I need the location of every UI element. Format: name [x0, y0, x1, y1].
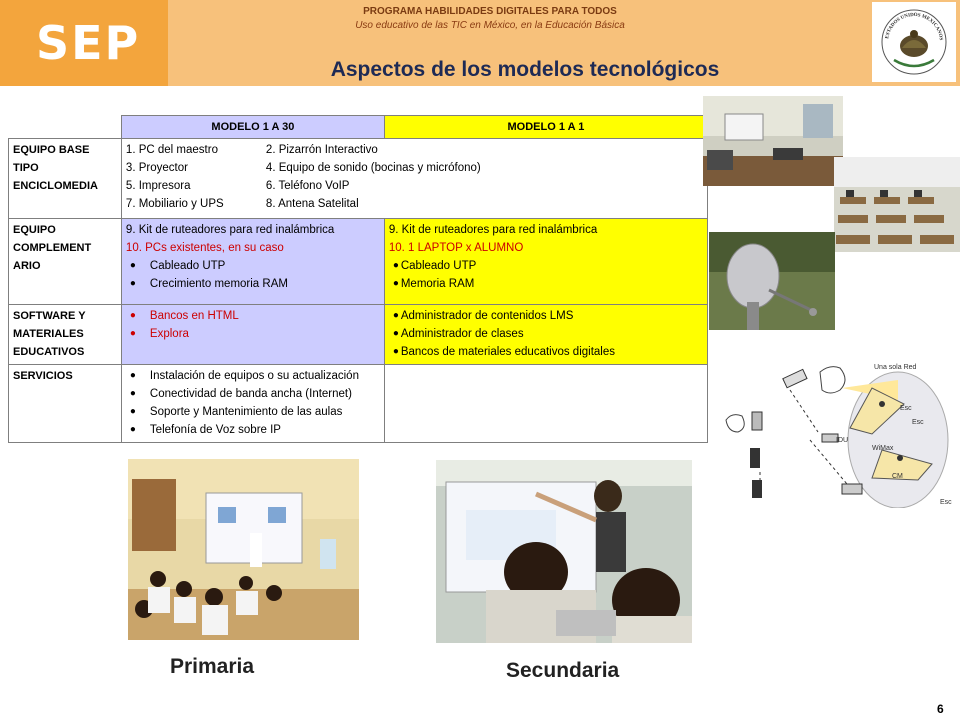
list-item: 10. 1 LAPTOP x ALUMNO [388, 242, 524, 254]
equipo-complementario-1a30 [121, 219, 384, 305]
bullet-icon: ● [392, 346, 399, 357]
page-number: 6 [937, 702, 944, 716]
servicios-empty [384, 365, 707, 443]
equipo-2: 2. Pizarrón Interactivo [265, 144, 378, 156]
list-item-text: Soporte y Mantenimiento de las aulas [149, 406, 343, 418]
list-item [126, 257, 380, 275]
list-item-text: Explora [149, 328, 189, 340]
equipo-4: 4. Equipo de sonido (bocinas y micrófono) [265, 162, 481, 174]
list-item: 10. PCs existentes, en su caso [125, 242, 284, 254]
bullet-icon: ● [129, 260, 136, 271]
list-item-text: Administrador de contenidos LMS [400, 310, 574, 322]
bullet-icon: ● [392, 278, 399, 289]
satellite-antenna-photo [709, 232, 835, 330]
list-item [126, 421, 380, 439]
list-item-text: Bancos de materiales educativos digitales [400, 346, 615, 358]
bullet-icon: ● [129, 424, 136, 435]
list-item-text: Administrador de clases [400, 328, 524, 340]
bullet-icon: ● [129, 328, 136, 339]
equipo-6: 6. Teléfono VoIP [265, 180, 350, 192]
network-label-red: Una sola Red [874, 364, 917, 371]
bullet-icon: ● [392, 310, 399, 321]
row-software [9, 305, 708, 365]
equipo-complementario-1a1 [384, 219, 707, 305]
equipo-base-list [121, 139, 707, 219]
bullet-icon: ● [129, 278, 136, 289]
equipo-8: 8. Antena Satelital [265, 198, 359, 210]
list-item [126, 385, 380, 403]
list-item [126, 367, 380, 385]
bullet-icon: ● [129, 388, 136, 399]
list-item-text: Bancos en HTML [149, 310, 239, 322]
classroom-photo-1 [703, 96, 843, 186]
table-header-row [9, 116, 708, 139]
row-equipo-complementario [9, 219, 708, 305]
classroom-photo-2 [834, 157, 960, 252]
row-label-servicios: SERVICIOS [9, 365, 122, 443]
list-item-text: Memoria RAM [400, 278, 475, 290]
row-equipo-base [9, 139, 708, 219]
models-table [8, 115, 708, 443]
table-corner [9, 116, 122, 139]
list-item-text: Conectividad de banda ancha (Internet) [149, 388, 352, 400]
network-diagram [722, 360, 960, 508]
list-item [126, 177, 703, 195]
equipo-1: 1. PC del maestro [125, 144, 218, 156]
network-label-cm: CM [892, 473, 903, 480]
caption-primaria: Primaria [170, 655, 255, 678]
equipo-3: 3. Proyector [125, 162, 188, 174]
network-label-esc-3: Esc [940, 499, 952, 506]
list-item [389, 275, 703, 293]
network-label-esc-1: Esc [900, 405, 912, 412]
bullet-icon: ● [129, 310, 136, 321]
row-label-equipo-base: EQUIPO BASE TIPO ENCICLOMEDIA [9, 139, 122, 219]
program-subtitle: Uso educativo de las TIC en México, en la Educación Básica [355, 20, 625, 31]
bullet-icon: ● [129, 406, 136, 417]
list-item [389, 325, 703, 343]
list-item: 9. Kit de ruteadores para red inalámbrica [388, 224, 598, 236]
list-item: 9. Kit de ruteadores para red inalámbrica [125, 224, 335, 236]
list-item [126, 159, 703, 177]
list-item [126, 195, 703, 213]
list-item [126, 325, 380, 343]
sep-logo [0, 0, 168, 86]
caption-secundaria: Secundaria [506, 659, 620, 682]
row-label-software: SOFTWARE Y MATERIALES EDUCATIVOS [9, 305, 122, 365]
row-label-equipo-complementario: EQUIPO COMPLEMENT ARIO [9, 219, 122, 305]
sep-logo-text: SEP [36, 16, 141, 70]
program-name: PROGRAMA HABILIDADES DIGITALES PARA TODOS [363, 6, 617, 17]
bullet-icon: ● [392, 328, 399, 339]
servicios-list [121, 365, 384, 443]
secundaria-classroom-photo [436, 460, 692, 643]
list-item-text: Cableado UTP [400, 260, 477, 272]
list-item [126, 307, 380, 325]
software-1a1 [384, 305, 707, 365]
list-item [389, 257, 703, 275]
equipo-7: 7. Mobiliario y UPS [125, 198, 224, 210]
network-label-wimax: WiMax [872, 445, 894, 452]
col-header-1a1: MODELO 1 A 1 [384, 116, 707, 139]
seal-text: ESTADOS UNIDOS MEXICANOS [885, 12, 943, 41]
list-item-text: Telefonía de Voz sobre IP [149, 424, 281, 436]
list-item-text: Instalación de equipos o su actualización [149, 370, 359, 382]
list-item [389, 307, 703, 325]
col-header-1a30: MODELO 1 A 30 [121, 116, 384, 139]
software-1a30 [121, 305, 384, 365]
list-item [126, 403, 380, 421]
bullet-icon: ● [129, 370, 136, 381]
primaria-classroom-photo [128, 459, 359, 640]
page-title: Aspectos de los modelos tecnológicos [330, 58, 720, 81]
list-item [126, 275, 380, 293]
mexico-seal [872, 2, 956, 82]
list-item-text: Cableado UTP [149, 260, 226, 272]
list-item [389, 343, 703, 361]
list-item-text: Crecimiento memoria RAM [149, 278, 288, 290]
network-label-esc-2: Esc [912, 419, 924, 426]
network-label-idu: IDU [836, 437, 849, 444]
equipo-5: 5. Impresora [125, 180, 191, 192]
bullet-icon: ● [392, 260, 399, 271]
row-servicios [9, 365, 708, 443]
list-item [126, 141, 703, 159]
